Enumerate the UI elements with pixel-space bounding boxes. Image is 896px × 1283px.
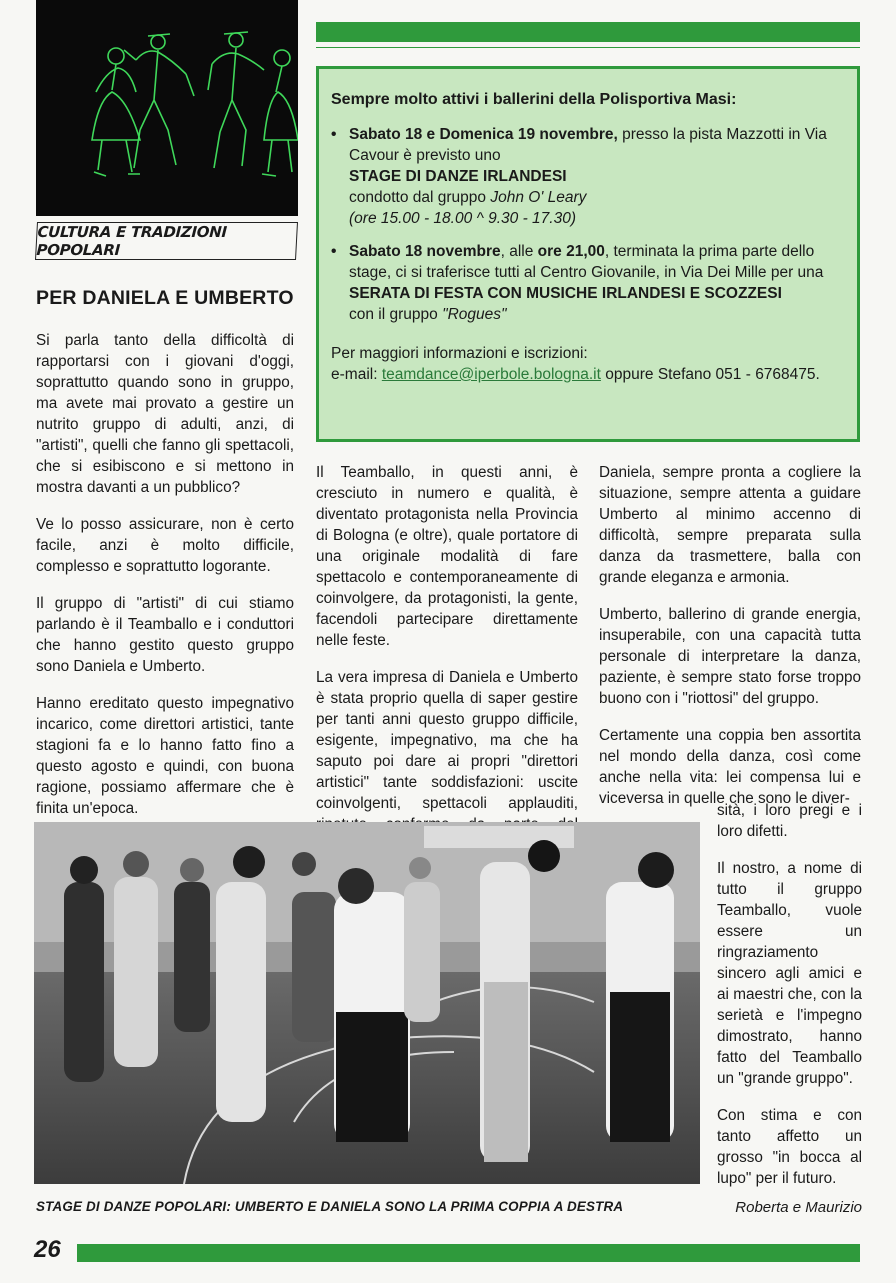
- event-announcement-box: [316, 66, 860, 442]
- event-band: "Rogues": [442, 306, 507, 323]
- event-desc: condotto dal gruppo: [349, 189, 491, 206]
- author-signature: Roberta e Maurizio: [735, 1199, 862, 1216]
- contact-info: [331, 343, 843, 385]
- event-title: STAGE DI DANZE IRLANDESI: [349, 168, 567, 185]
- dancers-illustration: [36, 0, 298, 216]
- event-times: (ore 15.00 - 18.00 ^ 9.30 - 17.30): [349, 210, 576, 227]
- paragraph: Certamente una coppia ben assortita nel mondo della danza, così come anche nella vita: lei compensa lui e viceversa in quelle che sono le diver-: [599, 727, 861, 807]
- article-column-2: [316, 462, 578, 872]
- event-title: SERATA DI FESTA CON MUSICHE IRLANDESI E SCOZZESI: [349, 285, 782, 302]
- event-desc: con il gruppo: [349, 306, 443, 323]
- paragraph: Il nostro, a nome di tutto il gruppo Teamballo, vuole essere un ringraziamento sincero agli amici e ai maestri che, con la serietà e l'impegno dimostrato, hanno fatto del Teamballo un "grande gruppo".: [717, 860, 862, 1087]
- event-connector: , alle: [500, 243, 538, 260]
- event-item: [331, 124, 843, 229]
- paragraph: Hanno ereditato questo impegnativo incarico, come direttori artistici, tante stagioni fa e lo hanno fatto fino a questo agosto e quindi, con buona ragione, possiamo affermare che è finita un'epoca.: [36, 695, 294, 817]
- event-text: [349, 124, 843, 229]
- event-leader: John O' Leary: [490, 189, 587, 206]
- paragraph: La vera impresa di Daniela e Umberto è stata proprio quella di saper gestire per tanti anni questo gruppo difficile, esigente, impegnativo, ma che ha saputo poi dare ai propri "direttori artistici" tante soddisfazioni: uscite coinvolgenti, spettacoli applauditi,: [316, 669, 578, 812]
- photo-caption: STAGE DI DANZE POPOLARI: UMBERTO E DANIELA SONO LA PRIMA COPPIA A DESTRA: [36, 1199, 624, 1214]
- event-text: [349, 241, 843, 325]
- contact-line: [331, 364, 843, 385]
- paragraph: Con stima e con tanto affetto un grosso "in bocca al lupo" per il futuro.: [717, 1107, 862, 1187]
- email-link[interactable]: teamdance@iperbole.bologna.it: [381, 366, 601, 383]
- info-line: Per maggiori informazioni e iscrizioni:: [331, 345, 588, 362]
- group-dance-photo: [34, 822, 700, 1184]
- photo-image: [34, 822, 700, 1184]
- section-tag: CULTURA E TRADIZIONI POPOLARI: [35, 222, 298, 260]
- article-column-3-continued: [717, 800, 862, 1205]
- box-heading: Sempre molto attivi i ballerini della Polisportiva Masi:: [331, 91, 737, 108]
- page-number: 26: [34, 1236, 61, 1263]
- event-dates: Sabato 18 e Domenica 19 novembre,: [349, 126, 618, 143]
- header-rule: [316, 47, 860, 48]
- paragraph: Daniela, sempre pronta a cogliere la situazione, sempre attenta a guidare Umberto al minimo accenno di difficoltà, sempre preparata sulla danza da trasmettere, balla con grande eleganza e armonia.: [599, 464, 861, 586]
- event-time: ore 21,00: [537, 243, 605, 260]
- article-column-1: [36, 330, 294, 835]
- phone-contact: oppure Stefano 051 - 6768475.: [600, 366, 820, 383]
- paragraph: Il gruppo di "artisti" di cui stiamo parlando è il Teamballo e i conduttori che hanno gestito questo gruppo sono Daniela e Umberto.: [36, 595, 294, 675]
- event-location: presso la pista Mazzotti in Via Cavour è previsto uno: [349, 126, 827, 164]
- footer-bar: [77, 1244, 860, 1262]
- email-label: e-mail:: [331, 366, 382, 383]
- header-bar: [316, 22, 860, 42]
- article-title: PER DANIELA E UMBERTO: [36, 287, 294, 309]
- dancers-drawing: [36, 0, 298, 216]
- event-date: Sabato 18 novembre: [349, 243, 501, 260]
- bullet-icon: •: [331, 243, 337, 260]
- paragraph: Il Teamballo, in questi anni, è cresciuto in numero e qualità, è diventato protagonista nella Provincia di Bologna (e oltre), quale portatore di una originale modalità di fare spettacolo e contemporaneamente di coinvolgere, da protagonisti, la gente, facendoli partecipare direttamente nelle feste.: [316, 464, 578, 649]
- bullet-icon: •: [331, 126, 337, 143]
- event-location: , terminata la prima parte dello stage, ci si traferisce tutti al Centro Giovanile, in Via Dei Mille per una: [349, 243, 824, 281]
- paragraph: sità, i loro pregi e i loro difetti.: [717, 802, 862, 840]
- paragraph: Umberto, ballerino di grande energia, insuperabile, con una capacità tutta personale di interpretare la danza, paziente, è sempre stato forse troppo buono con i "riottosi" del gruppo.: [599, 606, 861, 707]
- event-item: [331, 241, 843, 325]
- paragraph: Ve lo posso assicurare, non è certo facile, anzi è molto difficile, complesso e soprattutto logorante.: [36, 516, 294, 575]
- article-column-3: [599, 462, 861, 809]
- paragraph: Si parla tanto della difficoltà di rapportarsi con i giovani d'oggi, soprattutto quando sono in gruppo, ma avete mai provato a gestire un nutrito gruppo di adulti, anzi, di "artisti", quelli che fanno gli spettacoli, che si esibiscono e si mettono in mostra davanti a un pubblico?: [36, 332, 294, 496]
